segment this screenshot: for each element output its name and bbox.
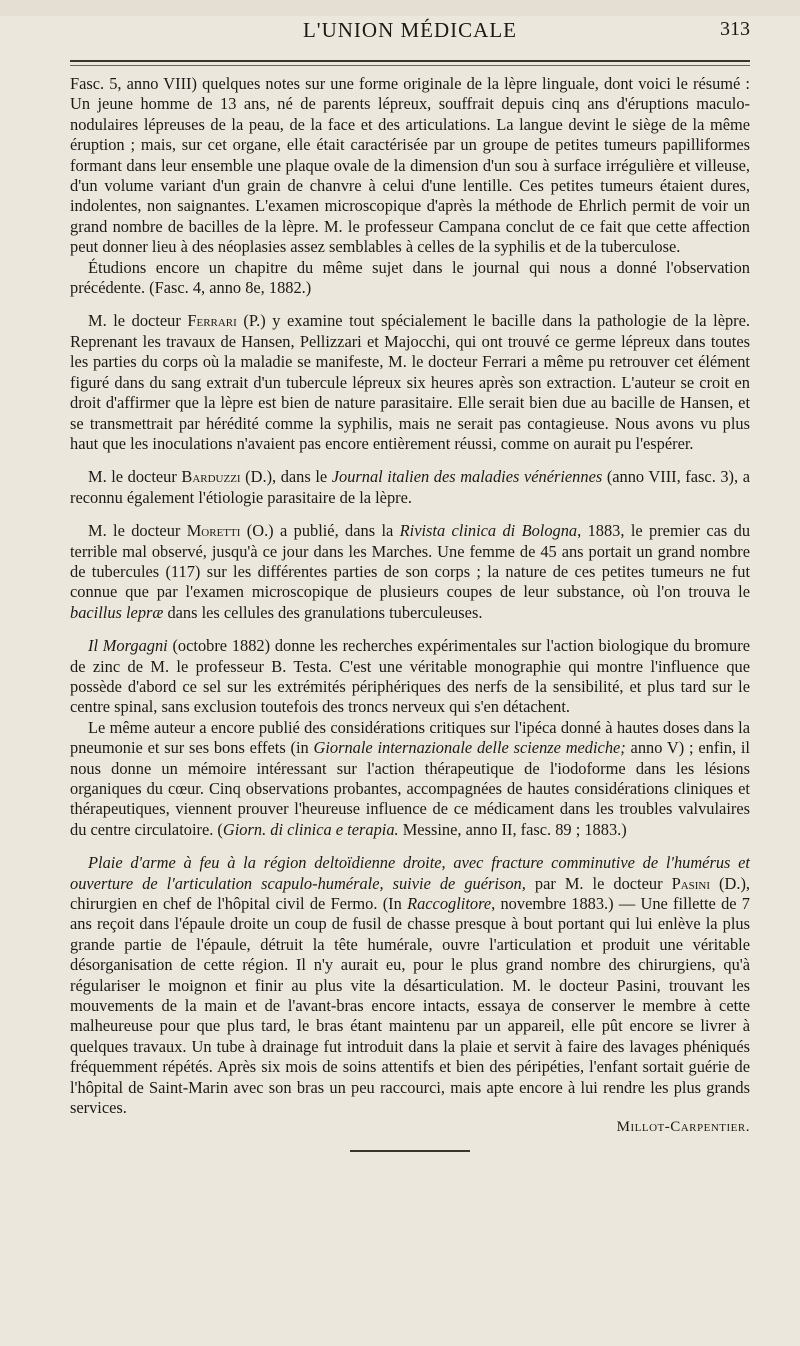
signature: Millot-Carpentier. <box>616 1118 750 1135</box>
running-header <box>70 16 750 62</box>
paragraph-ipeca: Le même auteur a encore publié des considérations critiques sur l'ipéca donné à hautes doses dans la pneumonie et sur ses bons effets (in Giornale internazionale delle scienze mediche; anno V) ; enfin, il nous donne un mémoire intéressant sur l'action thérapeutique de l'iodoforme dans les lésions organiques du cœur. Cinq observations probantes, accompagnées de hautes considérations cliniques et thérapeutiques, viennent prouver l'heureuse influence de ce médicament dans les troubles valvulaires du centre circulatoire. (Giorn. di clinica e terapia. Messine, anno II, fasc. 89 ; 1883.) <box>70 717 750 839</box>
footer-rule <box>350 1150 470 1152</box>
paragraph-morgagni: Il Morgagni (octobre 1882) donne les recherches expérimentales sur l'action biologique du bromure de zinc de M. le professeur B. Testa. C'est une véritable monographie qui montre l'influence que possède d'abord ce sel sur les extrémités périphériques des nerfs de la sensibilité, et plus tard sur le centre spinal, sans exclusion toutefois des troncs nerveux qui s'en détachent. <box>70 636 750 717</box>
case-title: Plaie d'arme à feu à la région deltoïdienne droite, avec fracture comminutive de l'humérus et ouverture de l'articulation scapulo-humérale, suivie de guérison, <box>70 853 750 893</box>
paragraph-moretti: M. le docteur Moretti (O.) a publié, dans la Rivista clinica di Bologna, 1883, le premier cas du terrible mal observé, jusqu'à ce jour dans les Marches. Une femme de 45 ans portait un grand nombre de tubercules (117) sur les différentes parties de son corps ; la nature de ces petites tumeurs ne fut connue que par l'examen microscopique de plusieurs coupes de leur substance, où l'on trouva le bacillus lepræ dans les cellules des granulations tuberculeuses. <box>70 521 751 622</box>
journal-name: Rivista clinica di Bologna <box>399 521 578 541</box>
species-name: bacillus lepræ <box>70 602 164 622</box>
author-name: Barduzzi <box>181 467 241 487</box>
paragraph-barduzzi: M. le docteur Barduzzi (D.), dans le Journal italien des maladies vénériennes (anno VIII, fasc. 3), a reconnu également l'étiologie parasitaire de la lèpre. <box>70 467 750 507</box>
author-name: Moretti <box>186 521 241 541</box>
paragraph-ferrari: M. le docteur Ferrari (P.) y examine tout spécialement le bacille dans la pathologie de la lèpre. Reprenant les travaux de Hansen, Pellizzari et Majocchi, qui ont trouvé ce germe lépreux dans toutes les parties du corps où la maladie se manifeste, M. le docteur Ferrari a même pu retrouver cet élément figuré dans du sang extrait d'un tubercule lépreux six heures après son extraction. L'auteur se croit en droit d'affirmer que la lèpre est bien de nature parasitaire. Elle serait bien due au bacille de Hansen, et se transmettrait par hérédité comme la syphilis, mais ne serait pas contagieuse. Nous avons vu plus haut que les inoculations n'avaient pas encore entièrement réussi, comme on aurait pu l'espérer. <box>70 311 750 453</box>
author-name: Pasini <box>671 873 711 893</box>
paragraph-pasini: Plaie d'arme à feu à la région deltoïdienne droite, avec fracture comminutive de l'humérus et ouverture de l'articulation scapulo-humérale, suivie de guérison, par M. le docteur Pasini (D.), chirurgien en chef de l'hôpital civil de Fermo. (In Raccoglitore, novembre 1883.) — Une fillette de 7 ans reçoit dans l'épaule droite un coup de fusil de chasse presque à bout portant qui lui enlève la plus grande partie de l'épaule, détruit la tête humérale, ouvre l'articulation et produit une véritable désorganisation de cette région. Il n'y aurait eu, pour le plus grand nombre des chirurgiens, qu'à régulariser le moignon et finir au plus vite la désarticulation. M. le docteur Pasini, trouvant les mouvements de la main et de l'avant-bras encore intacts, essaya de conserver le membre à cette malheureuse pour que plus tard, le bras étant maintenu par un appareil, elle pût encore se livrer à quelques travaux. Un tube à drainage fut introduit dans la plaie et servit à faire des lavages phéniqués fréquemment répétés. Après six mois de soins attentifs et bien des péripéties, l'enfant sortait guérie de l'hôpital de Saint-Marin avec son bras un peu raccourci, mais apte encore à lui rendre les plus grands services. <box>70 853 751 1118</box>
article-body <box>70 74 750 1152</box>
journal-name: Giorn. di clinica e terapia. <box>222 819 399 839</box>
paragraph-intro-chapter <box>70 258 750 299</box>
paragraph-text: Étudions encore un chapitre du même sujet dans le journal qui nous a donné l'observation précédente. (Fasc. 4, anno 8e, 1882.) <box>70 257 750 298</box>
journal-name: Il Morgagni <box>88 636 168 656</box>
paragraph-text: Fasc. 5, anno VIII) quelques notes sur une forme originale de la lèpre linguale, dont voici le résumé : Un jeune homme de 13 ans, né de parents lépreux, souffrait depuis cinq ans d'éruptions maculo-nodulaires lépreuses de la peau, de la face et des articulations. La langue devint le siège de la même éruption ; mais, sur cet organe, elle était caractérisée par un groupe de petites tumeurs papilliformes formant dans leur ensemble une plaque ovale de la dimension d'un sou à surface irrégulière et villeuse, d'un volume variant d'un grain de chanvre à celui d'une lentille. Ces petites tumeurs étaient dures, indolentes, non saignantes. L'examen microscopique d'après la méthode de Ehrlich permit de voir un grand nombre de bacilles de la lèpre. M. le professeur Campana conclut de ce fait que cette affection peut donner lieu à des néoplasies assez semblables à celles de la syphilis et de la tuberculose. <box>70 74 750 257</box>
journal-name: Journal italien des maladies vénériennes <box>331 467 603 487</box>
author-name: Ferrari <box>187 311 237 331</box>
document-page <box>0 16 800 1346</box>
journal-name: Raccoglitore <box>407 894 492 914</box>
journal-name: Giornale internazionale delle scienze mediche; <box>313 738 626 758</box>
header-rule <box>70 65 750 66</box>
journal-title: L'UNION MÉDICALE <box>302 18 517 42</box>
page-number: 313 <box>720 18 750 40</box>
paragraph-campana <box>70 74 750 258</box>
